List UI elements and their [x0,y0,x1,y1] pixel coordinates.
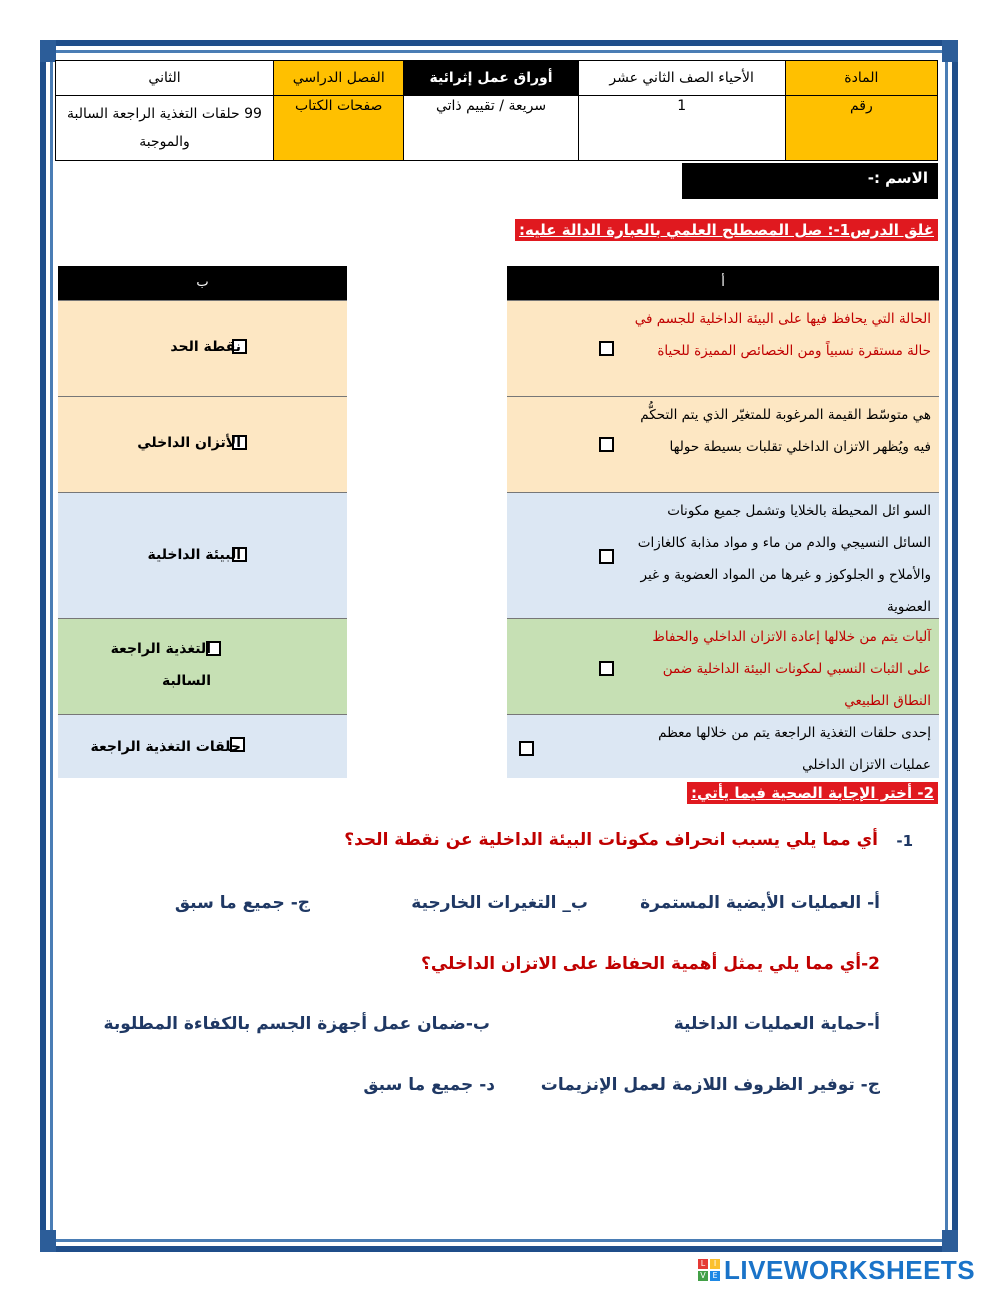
definition-text: آليات يتم من خلالها إعادة الاتزان الداخلي والحفاظ على الثبات النسبي لمكونات البيئة الداخلية ضمن النطاق الطبيعي [652,629,931,709]
name-field[interactable] [682,163,938,199]
logo-letter: E [710,1271,720,1281]
logo-letter: I [710,1259,720,1269]
corner-ornament [40,1230,56,1252]
semester-label: الفصل الدراسي [274,61,404,96]
checkbox[interactable] [599,437,614,452]
matching-row-b [58,492,347,618]
matching-row-a [507,714,939,778]
definition-text: هي متوسّط القيمة المرغوبة للمتغيّر الذي يتم التحكُّم فيه ويُظهر الاتزان الداخلي تقلبات بسيطة حولها [640,407,931,455]
question-1-text: أي مما يلي يسبب انحراف مكونات البيئة الداخلية عن نقطة الحد؟ [344,830,878,850]
liveworksheets-logo [698,1254,975,1286]
definition-text: إحدى حلقات التغذية الراجعة يتم من خلالها معظم عمليات الاتزان الداخلي [658,725,931,773]
type-value: سريعة / تقييم ذاتي [404,96,578,161]
definition-text: الحالة التي يحافظ فيها على البيئة الداخلية للجسم في حالة مستقرة نسبياً ومن الخصائص المميزة للحياة [634,311,931,359]
logo-text: LIVEWORKSHEETS [724,1254,976,1285]
logo-letter: L [698,1259,708,1269]
subject-label: المادة [785,61,937,96]
matching-row-a [507,396,939,492]
q2-option-d[interactable]: د- جميع ما سبق [363,1075,495,1095]
pages-label: صفحات الكتاب [274,96,404,161]
q1-option-a[interactable]: أ- العمليات الأيضية المستمرة [640,893,880,913]
term-text: نقطة الحد [170,339,241,355]
number-value: 1 [578,96,785,161]
question-1-number: 1- [896,832,913,850]
worksheet-title: أوراق عمل إثرائية [404,61,578,96]
term-text: البيئة الداخلية [147,547,241,563]
corner-ornament [942,1230,958,1252]
term-text: حلقات التغذية الراجعة [90,739,241,755]
logo-icon [698,1259,720,1281]
q2-option-c[interactable]: ج- توفير الظروف اللازمة لعمل الإنزيمات [540,1075,880,1095]
question-2-text: 2-أي مما يلي يمثل أهمية الحفاظ على الاتزان الداخلي؟ [420,954,880,974]
q2-option-a[interactable]: أ-حماية العمليات الداخلية [673,1014,880,1034]
checkbox[interactable] [599,341,614,356]
section1-title: غلق الدرس1-: صل المصطلح العلمي بالعبارة الدالة عليه: [515,219,938,241]
matching-row-a [507,492,939,618]
matching-row-b [58,300,347,396]
subject-value: الأحياء الصف الثاني عشر [578,61,785,96]
checkbox[interactable] [599,549,614,564]
checkbox[interactable] [599,661,614,676]
matching-row-b [58,714,347,778]
term-text: التغذية الراجعة السالبة [110,641,211,689]
matching-row-a [507,300,939,396]
semester-value: الثاني [56,61,274,96]
corner-ornament [942,40,958,62]
definition-text: السو ائل المحيطة بالخلايا وتشمل جميع مكونات السائل النسيجي والدم من ماء و مواد مذابة كالغازات والأملاح و الجلوكوز و غيرها من المواد العضوية و غير العضوية [637,503,931,615]
matching-row-b [58,396,347,492]
logo-letter: V [698,1271,708,1281]
pages-value: 99 حلقات التغذية الراجعة السالبة والموجبة [56,96,274,161]
matching-row-b [58,618,347,714]
column-a-header: أ [507,266,939,300]
term-text: الأتزان الداخلي [137,435,241,451]
name-label: الاسم :- [867,169,928,187]
q1-option-c[interactable]: ج- جميع ما سبق [174,893,310,913]
number-label: رقم [785,96,937,161]
checkbox[interactable] [519,741,534,756]
q2-option-b[interactable]: ب-ضمان عمل أجهزة الجسم بالكفاءة المطلوبة [103,1014,490,1034]
q1-option-b[interactable]: ب_ التغيرات الخارجية [411,893,588,913]
corner-ornament [40,40,56,62]
column-b-header: ب [58,266,347,300]
matching-row-a [507,618,939,714]
section2-title: 2- أختر الإجابة الصحية فيما يأتي: [687,782,938,804]
header-table [55,60,938,161]
